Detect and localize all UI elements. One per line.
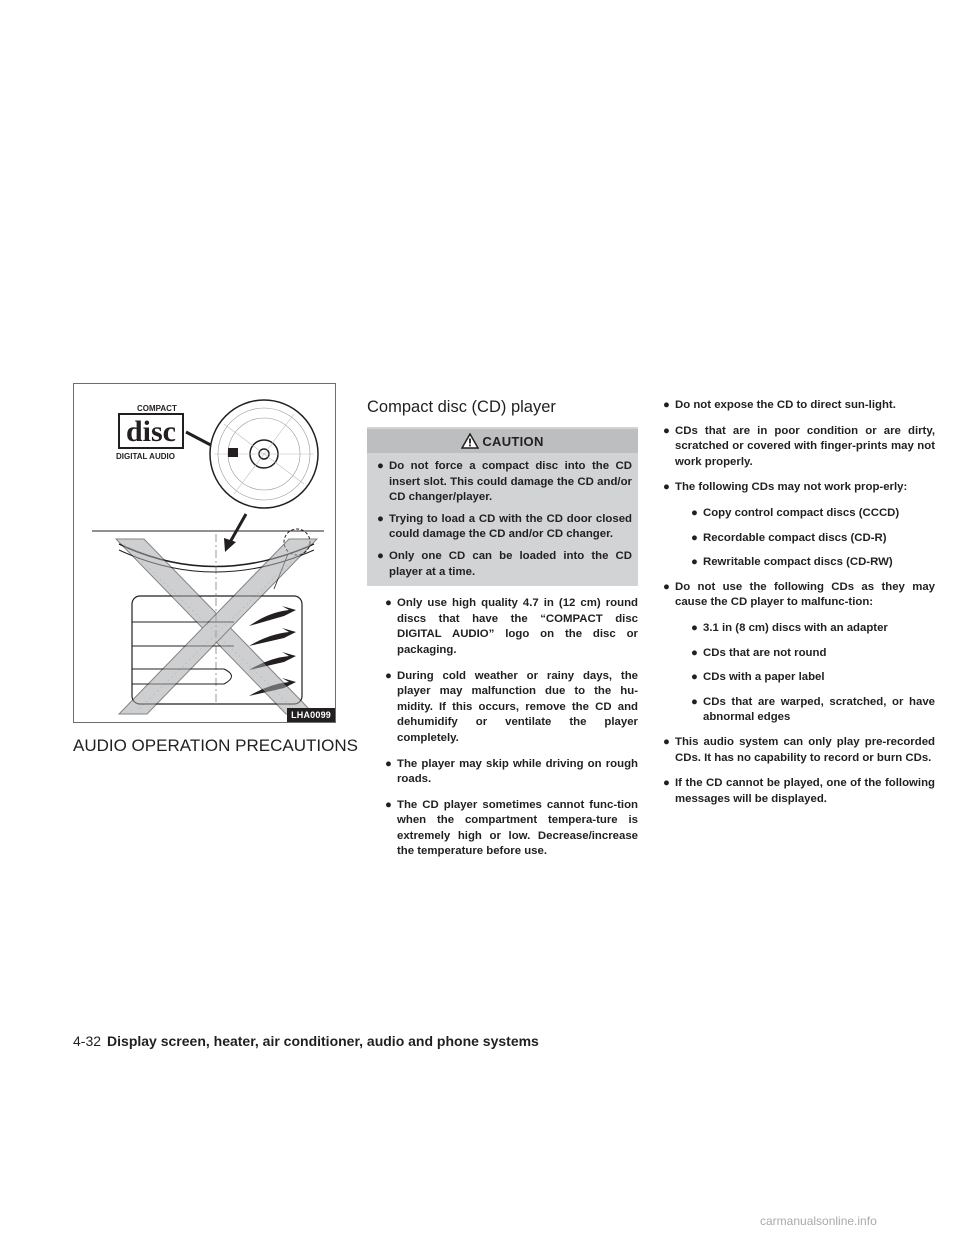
cd-diagram-drawing <box>74 384 336 723</box>
sub-list-item: ● 3.1 in (8 cm) discs with an adapter <box>691 621 935 637</box>
bullet-icon: ● <box>691 531 698 544</box>
logo-compact-text: COMPACT <box>137 404 177 413</box>
list-item: ● During cold weather or rainy days, the player may malfunction due to the hu-midity. If this occurs, remove the CD and dehumidify or ventilate the player completely. <box>385 669 638 744</box>
bullet-icon: ● <box>377 460 384 472</box>
bullet-icon: ● <box>385 798 392 811</box>
list-item: ● The CD player sometimes cannot func-tion when the compartment tempera-ture is extremely high or low. Decrease/increase the temperature before use. <box>385 798 638 858</box>
caution-item: ● Do not force a compact disc into the CD insert slot. This could damage the CD and/or CD changer/player. <box>377 460 632 504</box>
list-item: ● Do not expose the CD to direct sun-light. <box>663 398 935 414</box>
caution-item: ● Only one CD can be loaded into the CD player at a time. <box>377 549 632 578</box>
bullet-icon: ● <box>385 757 392 770</box>
subtitle: Compact disc (CD) player <box>367 398 556 416</box>
list-item: ● Do not use the following CDs as they may cause the CD player to malfunc-tion: <box>663 580 935 609</box>
bullet-icon: ● <box>377 549 384 562</box>
bullet-icon: ● <box>663 424 670 437</box>
bullet-icon: ● <box>663 580 670 593</box>
caution-box <box>367 427 638 586</box>
sub-list-item: ● Recordable compact discs (CD-R) <box>691 531 935 547</box>
bullet-icon: ● <box>663 399 670 411</box>
compact-disc-logo <box>116 404 183 461</box>
sub-list-item: ● CDs with a paper label <box>691 670 935 686</box>
bullet-icon: ● <box>663 481 670 494</box>
sub-list-item: ● CDs that are warped, scratched, or have abnormal edges <box>691 695 935 724</box>
bullet-icon: ● <box>377 512 384 525</box>
list-item: ● This audio system can only play pre-recorded CDs. It has no capability to record or burn CDs. <box>663 735 935 764</box>
column-middle <box>367 398 638 860</box>
arrow-head-icon-2 <box>224 538 236 552</box>
logo-disc-text: disc <box>125 415 177 448</box>
list-item: ● Only use high quality 4.7 in (12 cm) round discs that have the “COMPACT disc DIGITAL AUDIO” logo on the disc or packaging. <box>385 597 638 656</box>
sub-list-item: ● CDs that are not round <box>691 646 935 662</box>
arrow-disc-to-slot <box>229 514 246 544</box>
list-item: ● If the CD cannot be played, one of the following messages will be displayed. <box>663 777 935 805</box>
sub-list-item: ● Rewritable compact discs (CD-RW) <box>691 555 935 571</box>
page-number: 4-32 <box>73 1033 102 1049</box>
warning-icon <box>461 433 479 449</box>
bullet-icon: ● <box>691 646 698 659</box>
list-item: ● The player may skip while driving on rough roads. <box>385 757 638 786</box>
bullet-icon: ● <box>691 695 698 708</box>
caution-item: ● Trying to load a CD with the CD door closed could damage the CD and/or CD changer. <box>377 512 632 541</box>
sub-list-item: ● Copy control compact discs (CCCD) <box>691 506 935 522</box>
list-item: ● CDs that are in poor condition or are dirty, scratched or covered with finger-prints may not work properly. <box>663 424 935 468</box>
cd-illustration <box>73 383 336 723</box>
bullet-icon: ● <box>663 735 670 748</box>
column-right <box>663 398 935 817</box>
bullet-icon: ● <box>691 621 698 634</box>
bullet-icon: ● <box>385 597 392 610</box>
caution-label: CAUTION <box>482 433 544 449</box>
bullet-icon: ● <box>663 777 670 790</box>
page-footer <box>73 1033 539 1049</box>
watermark: carmanualsonline.info <box>760 1214 877 1228</box>
caution-heading <box>367 429 638 453</box>
figure-code: LHA0099 <box>287 708 335 722</box>
bullet-icon: ● <box>691 506 698 519</box>
logo-digital-audio-text: DIGITAL AUDIO <box>116 452 175 461</box>
chapter-title: Display screen, heater, air conditioner, audio and phone systems <box>107 1033 539 1049</box>
cd-guidelines <box>367 596 638 860</box>
bullet-icon: ● <box>691 671 698 684</box>
list-item: ● The following CDs may not work prop-erly: <box>663 480 935 496</box>
disc-icon <box>210 400 318 508</box>
section-title: AUDIO OPERATION PRECAUTIONS <box>73 736 358 755</box>
bullet-icon: ● <box>385 669 392 682</box>
bullet-icon: ● <box>691 556 698 569</box>
